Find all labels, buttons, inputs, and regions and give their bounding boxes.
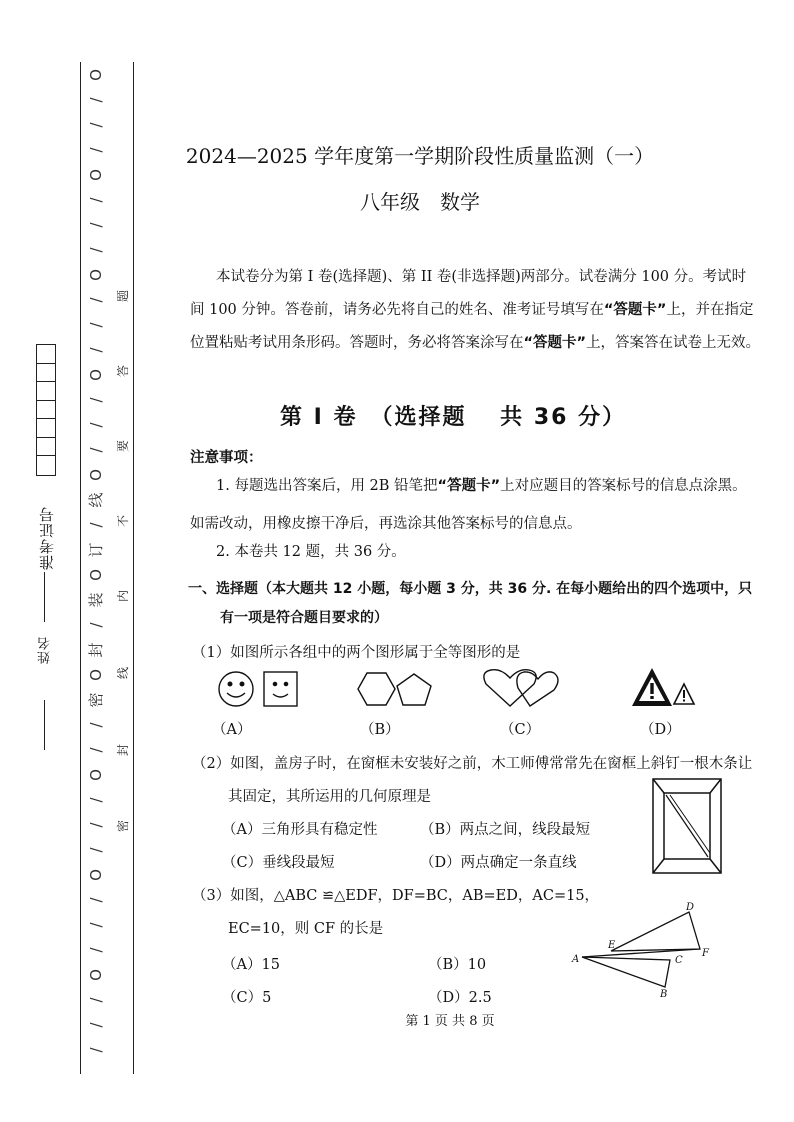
seal-dash-mark: /: [87, 297, 105, 303]
seal-dash-mark: O: [87, 369, 105, 381]
q2-option-a: （A）三角形具有稳定性: [222, 822, 378, 838]
warn-char: 封: [116, 743, 130, 757]
q2-option-d: （D）两点确定一条直线: [420, 855, 577, 871]
seal-dash-mark: /: [87, 1022, 105, 1028]
hearts-icon: [484, 670, 558, 706]
seal-dash-mark: /: [87, 197, 105, 203]
q2-option-c: （C）垂线段最短: [222, 855, 335, 871]
seal-dash-mark: /: [87, 722, 105, 728]
q3-option-a: （A）15: [222, 957, 280, 973]
name-label: 姓名: [38, 636, 53, 664]
q2-option-b: （B）两点之间，线段最短: [420, 822, 591, 838]
seal-dash-mark: /: [87, 522, 105, 528]
q1-caption-b: （B）: [360, 722, 400, 738]
seal-dash-mark: /: [87, 847, 105, 853]
seal-dash-mark: O: [87, 269, 105, 281]
seal-dash-mark: /: [87, 922, 105, 928]
smiley-face-icon: [219, 672, 297, 706]
q3-option-d: （D）2.5: [428, 990, 492, 1006]
point-label-d: D: [686, 902, 695, 913]
exam-subtitle: 八年级 数学: [360, 190, 480, 214]
exam-id-underline: [44, 572, 45, 622]
seal-dash-mark: 装: [87, 592, 105, 608]
seal-dash-mark: O: [87, 469, 105, 481]
warn-char: 内: [116, 589, 130, 603]
seal-dash-mark: O: [87, 569, 105, 581]
q3-option-c: （C）5: [222, 990, 272, 1006]
q3-option-b: （B）10: [428, 957, 487, 973]
q1-caption-a: （A）: [212, 722, 252, 738]
seal-dash-mark: /: [87, 747, 105, 753]
exam-title: 2024—2025 学年度第一学期阶段性质量监测（一）: [185, 144, 655, 168]
seal-dash-mark: 线: [87, 492, 105, 508]
q1-caption-c: （C）: [500, 722, 541, 738]
seal-dash-mark: O: [87, 769, 105, 781]
q2-stem: （2）如图，盖房子时，在窗框未安装好之前，木工师傅常常先在窗框上斜钉一根木条让: [192, 756, 753, 772]
q1-figures: [200, 662, 720, 718]
seal-dash-mark: /: [87, 622, 105, 628]
seal-dash-mark: /: [87, 347, 105, 353]
intro-line-3: 位置粘贴考试用条形码。答题时，务必将答案涂写在“答题卡”上，答案答在试卷上无效。: [190, 335, 761, 351]
seal-dash-mark: 封: [87, 642, 105, 658]
exam-id-label: 准考证号: [38, 506, 56, 570]
seal-dash-mark: /: [87, 147, 105, 153]
seal-dash-mark: /: [87, 447, 105, 453]
note-2: 2. 本卷共 12 题，共 36 分。: [216, 544, 406, 560]
point-label-e: E: [608, 940, 616, 951]
q1-stem: （1）如图所示各组中的两个图形属于全等图形的是: [192, 645, 521, 661]
q1-caption-d: （D）: [640, 722, 681, 738]
intro-line-2: 间 100 分钟。答卷前，请务必先将自己的姓名、准考证号填写在“答题卡”上，并在指定: [190, 302, 754, 318]
window-frame-figure: [650, 776, 724, 876]
note-1-cont: 如需改动，用橡皮擦干净后，再选涂其他答案标号的信息点。: [190, 516, 582, 532]
seal-dash-mark: /: [87, 397, 105, 403]
seal-dash-mark: O: [87, 869, 105, 881]
warn-char: 题: [116, 289, 130, 303]
seal-dash-mark: O: [87, 969, 105, 981]
warn-char: 密: [116, 819, 130, 833]
seal-dash-mark: /: [87, 797, 105, 803]
seal-dash-mark: /: [87, 822, 105, 828]
seal-dash-mark: /: [87, 322, 105, 328]
seal-dash-mark: O: [87, 669, 105, 681]
point-label-b: B: [660, 989, 668, 1000]
note-1: 1. 每题选出答案后，用 2B 铅笔把“答题卡”上对应题目的答案标号的信息点涂黑。: [216, 478, 747, 494]
hexagon-pentagon-icon: [358, 673, 431, 705]
warn-char: 线: [116, 666, 130, 680]
part-title-cont: 有一项是符合题目要求的）: [220, 610, 388, 626]
warn-char: 不: [116, 514, 130, 528]
warning-triangle-icon: [632, 668, 694, 706]
section-title: 第 I 卷 （选择题 共 36 分）: [280, 405, 627, 430]
no-answer-warning: [112, 280, 134, 840]
seal-dash-mark: /: [87, 122, 105, 128]
q3-stem: （3）如图，△ABC ≌△EDF，DF=BC，AB=ED，AC=15，: [192, 888, 600, 904]
notes-title: 注意事项：: [190, 450, 263, 466]
q2-stem-cont: 其固定，其所运用的几何原理是: [228, 789, 431, 805]
seal-dash-mark: 订: [87, 542, 105, 558]
q3-stem-cont: EC=10，则 CF 的长是: [228, 921, 384, 937]
seal-dash-mark: /: [87, 997, 105, 1003]
exam-id-boxes[interactable]: [36, 344, 56, 476]
warn-char: 要: [116, 439, 130, 453]
seal-dash-mark: /: [87, 1047, 105, 1053]
point-label-c: C: [675, 955, 683, 966]
point-label-a: A: [572, 954, 580, 965]
seal-dash-mark: /: [87, 897, 105, 903]
seal-dash-mark: /: [87, 247, 105, 253]
seal-dash-mark: O: [87, 69, 105, 81]
seal-dash-mark: O: [87, 169, 105, 181]
part-title: 一、选择题（本大题共 12 小题，每小题 3 分，共 36 分. 在每小题给出的四个选项中，只: [188, 581, 753, 597]
seal-dash-mark: 密: [87, 692, 105, 708]
seal-dash-mark: /: [87, 97, 105, 103]
intro-line-1: 本试卷分为第 I 卷(选择题)、第 II 卷(非选择题)两部分。试卷满分 100 分。考试时: [216, 269, 747, 285]
point-label-f: F: [702, 948, 709, 959]
triangles-figure: [568, 900, 718, 1002]
seal-dash-mark: /: [87, 422, 105, 428]
page-footer: 第 1 页 共 8 页: [405, 1014, 495, 1029]
seal-dash-mark: /: [87, 947, 105, 953]
name-underline: [44, 700, 45, 750]
seal-dash-mark: /: [87, 222, 105, 228]
warn-char: 答: [116, 364, 130, 378]
binding-line-outer: [80, 62, 81, 1074]
